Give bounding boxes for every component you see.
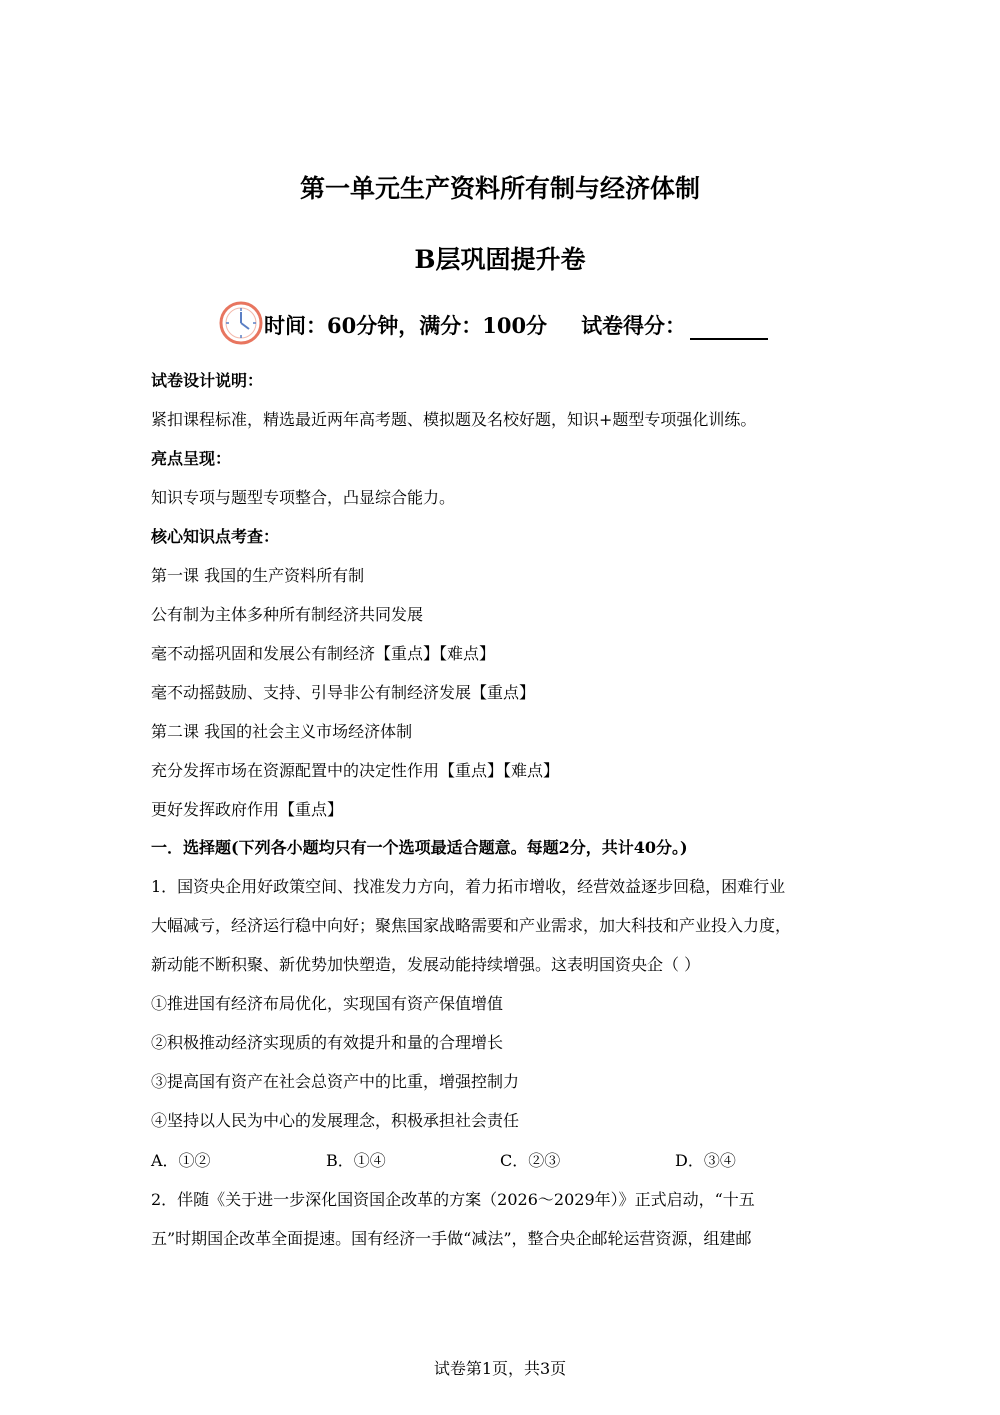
core-item: 充分发挥市场在资源配置中的决定性作用【重点】【难点】 [151, 761, 560, 780]
q1-stem-line: 1．国资央企用好政策空间、找准发力方向，着力拓市增收，经营效益逐步回稳，困难行业 [151, 877, 786, 896]
q2-stem-line: 2．伴随《关于进一步深化国资国企改革的方案（2026～2029年）》正式启动，“十五 [151, 1190, 755, 1209]
section-heading: 一．选择题(下列各小题均只有一个选项最适合题意。每题2分，共计40分。) [151, 838, 688, 857]
core-item: 毫不动摇巩固和发展公有制经济【重点】【难点】 [151, 644, 496, 663]
exam-info-text [264, 310, 768, 340]
q1-stem-line: 大幅减亏，经济运行稳中向好；聚焦国家战略需要和产业需求，加大科技和产业投入力度， [151, 916, 792, 935]
score-label: 试卷得分： [581, 313, 687, 338]
clock-icon [218, 300, 264, 346]
core-item: 第二课 我国的社会主义市场经济体制 [151, 722, 413, 741]
time-info: 时间：60分钟，满分：100分 [264, 313, 548, 338]
page-subtitle: B层巩固提升卷 [414, 245, 586, 274]
design-heading: 试卷设计说明： [151, 371, 264, 390]
core-item: 公有制为主体多种所有制经济共同发展 [151, 605, 424, 624]
highlight-heading: 亮点呈现： [151, 449, 232, 468]
core-heading: 核心知识点考查： [151, 527, 280, 546]
q1-statement: ④坚持以人民为中心的发展理念，积极承担社会责任 [151, 1111, 520, 1130]
exam-info-bar [218, 300, 818, 350]
q2-stem-line: 五”时期国企改革全面提速。国有经济一手做“减法”，整合央企邮轮运营资源，组建邮 [151, 1229, 752, 1248]
q1-statement: ③提高国有资产在社会总资产中的比重，增强控制力 [151, 1072, 520, 1091]
q1-statement: ①推进国有经济布局优化，实现国有资产保值增值 [151, 994, 504, 1013]
core-item: 第一课 我国的生产资料所有制 [151, 566, 365, 585]
q1-statement: ②积极推动经济实现质的有效提升和量的合理增长 [151, 1033, 504, 1052]
page-title: 第一单元生产资料所有制与经济体制 [299, 174, 700, 203]
q1-option-a[interactable]: A．①② [151, 1151, 211, 1170]
q1-option-d[interactable]: D．③④ [675, 1151, 736, 1170]
design-text: 紧扣课程标准，精选最近两年高考题、模拟题及名校好题，知识+题型专项强化训练。 [151, 410, 757, 429]
q1-option-c[interactable]: C．②③ [500, 1151, 561, 1170]
core-item: 更好发挥政府作用【重点】 [151, 800, 344, 819]
q1-option-b[interactable]: B．①④ [326, 1151, 386, 1170]
core-item: 毫不动摇鼓励、支持、引导非公有制经济发展【重点】 [151, 683, 536, 702]
page-footer: 试卷第1页，共3页 [433, 1359, 567, 1378]
score-blank[interactable] [690, 316, 768, 340]
highlight-text: 知识专项与题型专项整合，凸显综合能力。 [151, 488, 456, 507]
q1-stem-line: 新动能不断积聚、新优势加快塑造，发展动能持续增强。这表明国资央企（ ） [151, 955, 701, 974]
